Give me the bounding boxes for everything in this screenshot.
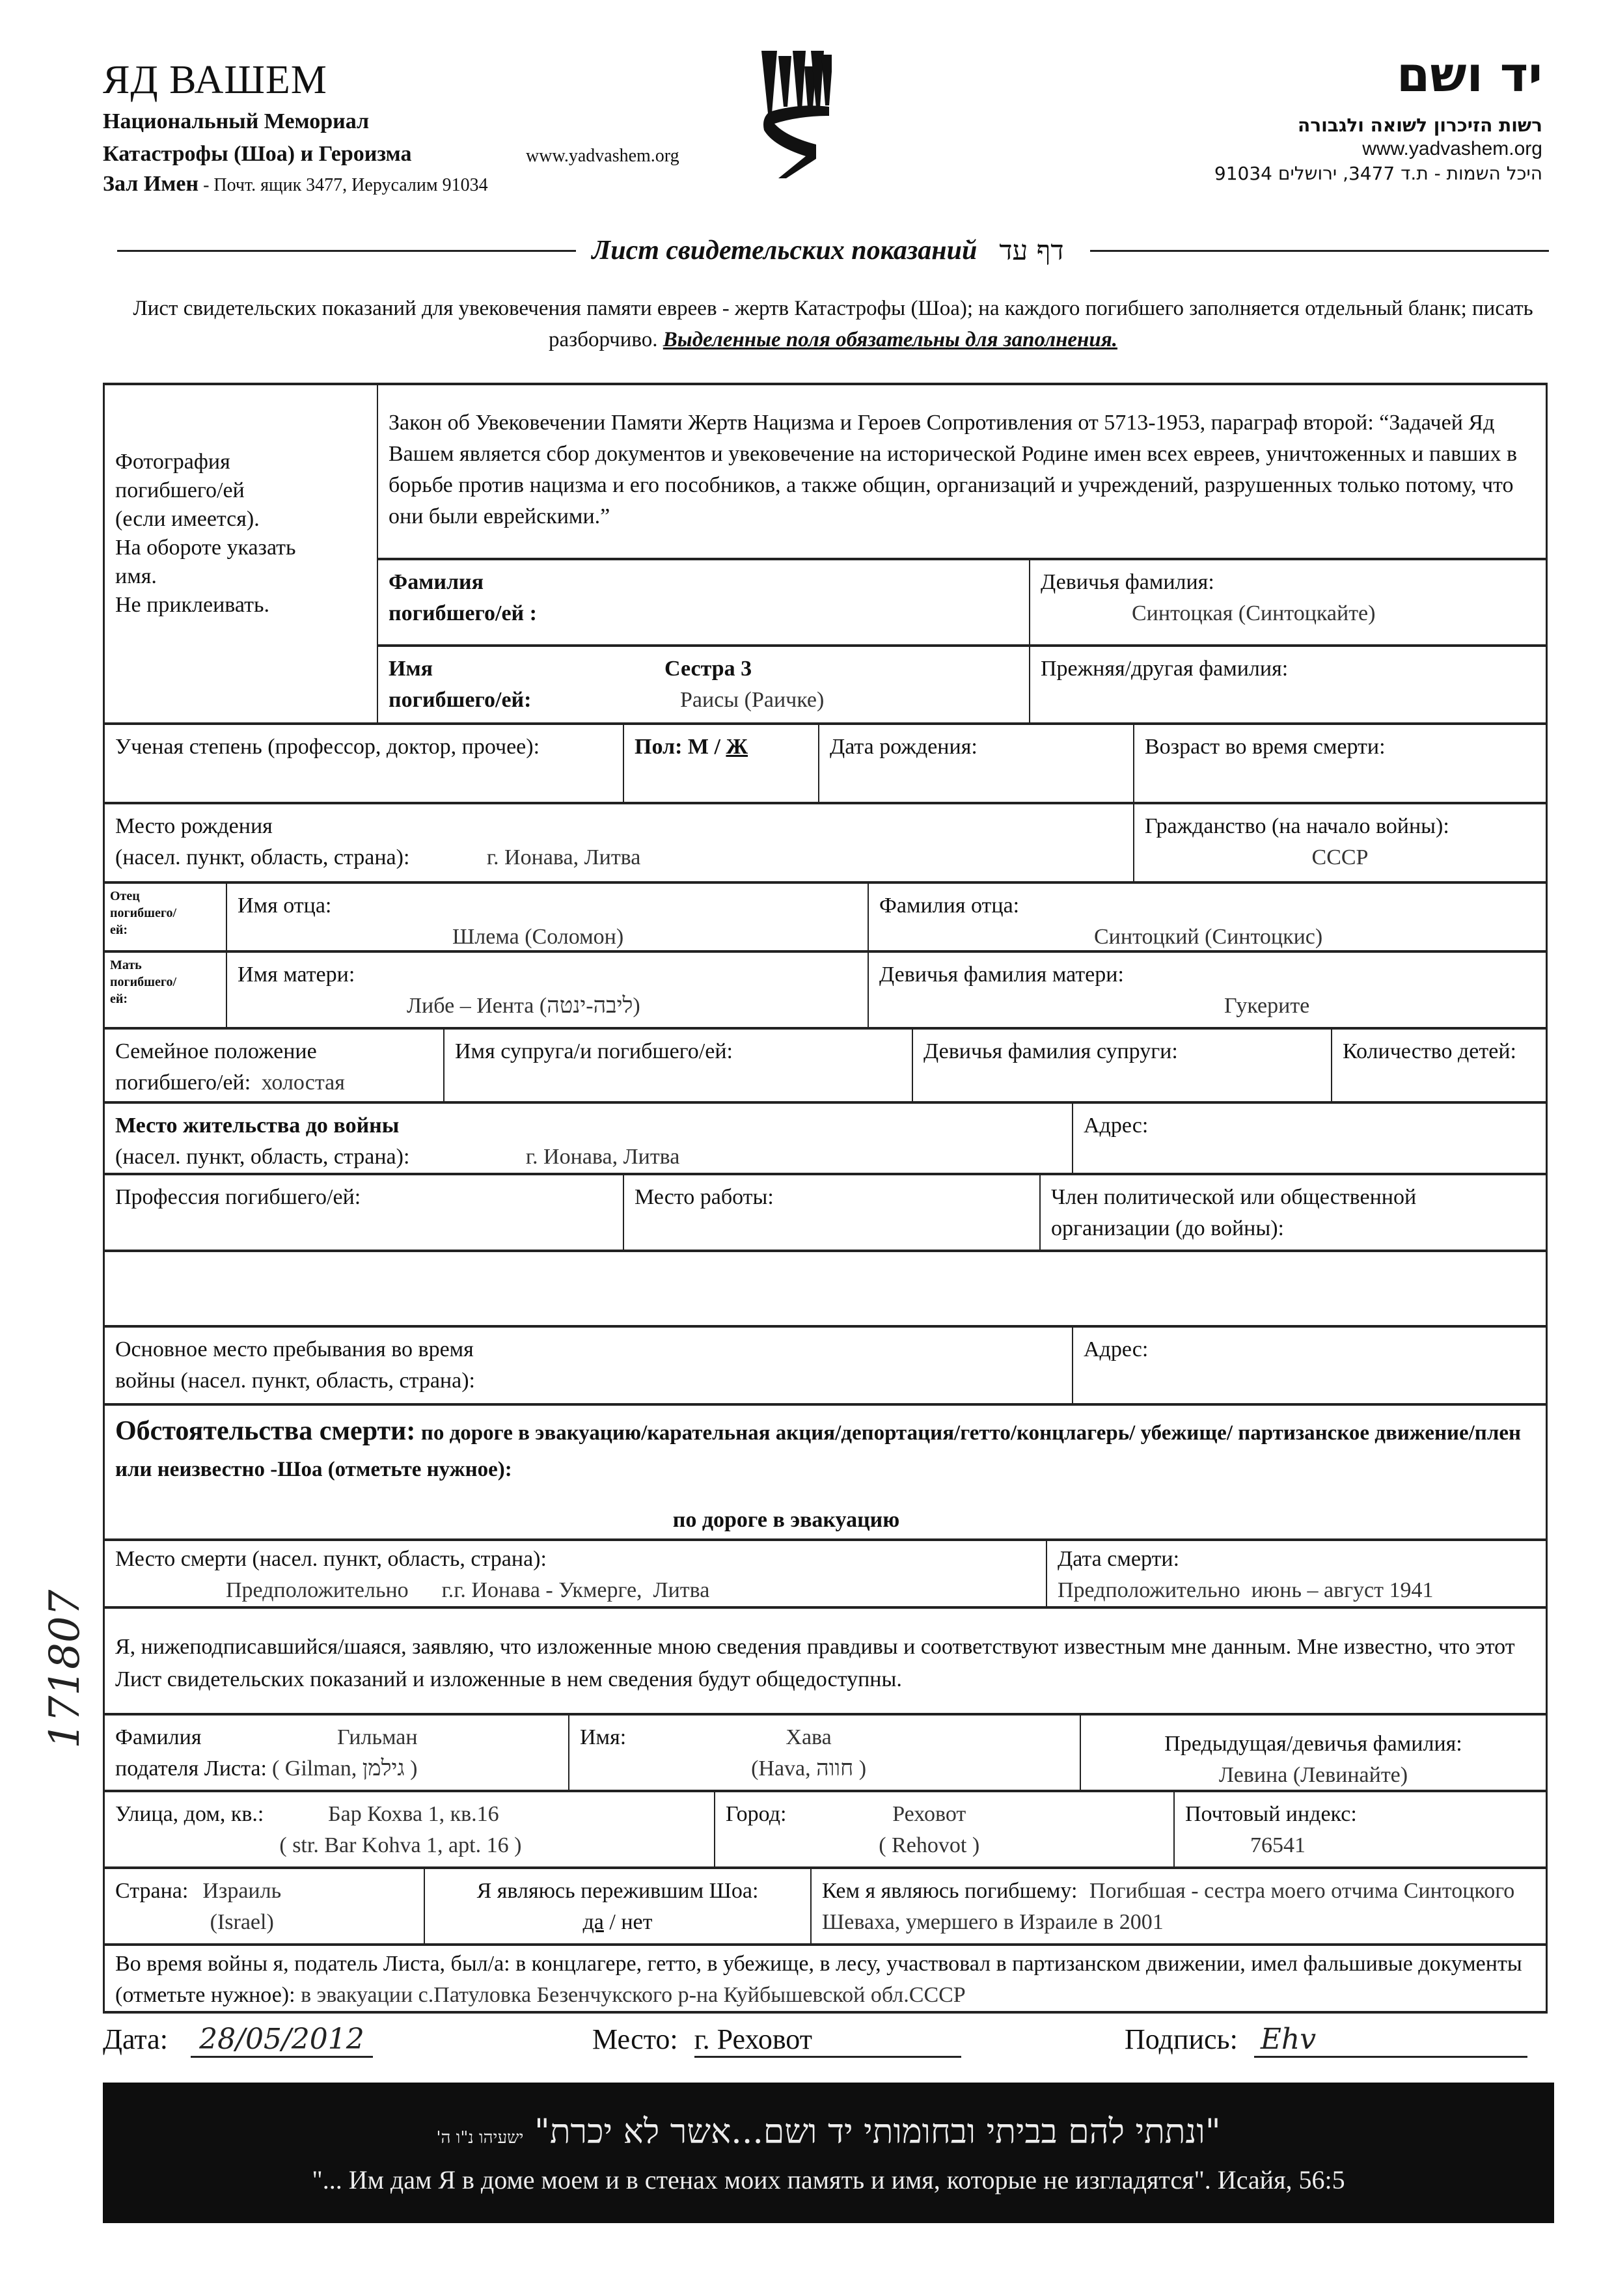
death-place-value: Предположительно г.г. Ионава - Укмерге, Литва: [226, 1578, 710, 1602]
date-field[interactable]: [103, 2023, 373, 2058]
submitter-name-value: Хава: [786, 1725, 832, 1749]
wartime-place-field[interactable]: [105, 1328, 1072, 1403]
hall-of-names-label: Зал Имен: [103, 172, 199, 196]
mother-name-value: Либе – Иента (ליבה-ינטה): [407, 994, 640, 1018]
mother-row: [103, 950, 1548, 1027]
submitter-name-value-2: (Hava, חווה ): [751, 1756, 867, 1781]
workplace-label: Место работы:: [635, 1185, 774, 1209]
photo-text-line: имя.: [115, 564, 157, 588]
work-row: [103, 1173, 1548, 1250]
victim-name-value-1: Сестра 3: [664, 657, 752, 681]
submitter-surname-value: Гильман: [336, 1725, 418, 1749]
submitter-previous-name-label: Предыдущая/девичья фамилия:: [1164, 1732, 1462, 1756]
testimony-form: [103, 383, 1548, 2014]
death-circumstances-options: по дороге в эвакуацию/карательная акция/депортация/гетто/концлагерь/ убежище/ партизанское движение/плен или неизвестно -Шоа (отметьте нужное):: [115, 1421, 1521, 1481]
country-label: Страна:: [115, 1879, 189, 1903]
postal-code-field[interactable]: [1173, 1792, 1546, 1866]
blank-field[interactable]: [105, 1252, 1546, 1325]
relationship-field[interactable]: [810, 1869, 1546, 1943]
submitter-name-label: Имя:: [580, 1725, 627, 1749]
document-title-ru: Лист свидетельских показаний: [592, 236, 978, 266]
spouse-name-field[interactable]: [443, 1030, 912, 1101]
hebrew-quote-reference: ישעיהו נ"ו ה': [436, 2128, 524, 2148]
mother-section-label: [105, 953, 226, 1027]
mother-side-label: Мать: [110, 958, 142, 972]
photo-box[interactable]: [105, 385, 377, 722]
father-section-label: [105, 884, 226, 950]
father-row: [103, 881, 1548, 950]
street-value: Бар Кохва 1, кв.16: [328, 1802, 499, 1826]
victim-details-row: [103, 722, 1548, 802]
given-name-row: [378, 644, 1546, 722]
wartime-row: [103, 1325, 1548, 1403]
city-value-2: ( Rehovot ): [879, 1833, 980, 1857]
wartime-address-label: Адрес:: [1084, 1337, 1149, 1361]
victim-name-label-2: погибшего/ей:: [389, 688, 532, 712]
survivor-separator: /: [603, 1910, 622, 1934]
submitter-wartime-row: [103, 1943, 1548, 2014]
birthplace-value: г. Ионава, Литва: [486, 845, 641, 869]
hebrew-quote: [103, 2112, 1554, 2152]
citizenship-label: Гражданство (на начало войны):: [1145, 814, 1449, 838]
sex-option-male[interactable]: М: [687, 735, 709, 759]
photo-text-line: погибшего/ей: [115, 478, 245, 502]
spouse-maiden-name-field[interactable]: [912, 1030, 1331, 1101]
intro-text: Лист свидетельских показаний для увековечения памяти евреев - жертв Катастрофы (Шоа); на каждого погибшего заполняется отдельный бланк; писать разборчиво.: [133, 297, 1533, 351]
postal-code-label: Почтовый индекс:: [1185, 1802, 1357, 1826]
death-place-row: [103, 1538, 1548, 1606]
residence-row: [103, 1101, 1548, 1173]
victim-surname-field[interactable]: [378, 560, 1029, 644]
required-fields-note: Выделенные поля обязательны для заполнения.: [663, 328, 1117, 351]
maiden-name-value: Синтоцкая (Синтоцкайте): [1132, 601, 1376, 625]
submitter-surname-value-2: ( Gilman, גילמן ): [271, 1756, 418, 1781]
citizenship-value: СССР: [1311, 845, 1369, 869]
org-address-he: היכל השמות - ת.ד 3477, ירושלים 91034: [1214, 163, 1542, 184]
hebrew-quote-text: "ונתתי להם בביתי ובחומותי יד ושם...אשר לא יכרת": [534, 2112, 1221, 2152]
org-title-ru: ЯД ВАШЕМ: [103, 58, 327, 102]
birthplace-label: Место рождения: [115, 814, 273, 838]
prewar-residence-label: Место жительства до войны: [115, 1114, 400, 1138]
previous-surname-label: Прежняя/другая фамилия:: [1041, 657, 1289, 681]
sex-option-female-selected[interactable]: Ж: [726, 735, 748, 759]
prewar-address-label: Адрес:: [1084, 1114, 1149, 1138]
death-date-field[interactable]: [1046, 1541, 1546, 1606]
family-row: [103, 1027, 1548, 1101]
marital-status-label: Семейное положение: [115, 1039, 317, 1063]
document-title-he: דף עד: [999, 234, 1064, 266]
street-field[interactable]: [105, 1792, 714, 1866]
isaiah-quote-banner: [103, 2083, 1554, 2223]
father-surname-field[interactable]: [868, 884, 1546, 950]
mother-side-label: погибшего/: [110, 975, 177, 989]
submitter-wartime-value: в эвакуации с.Патуловка Безенчукского р-на Куйбышевской обл.СССР: [301, 1983, 966, 2007]
menorah-hand-logo-icon: [760, 48, 832, 178]
maiden-name-label: Девичья фамилия:: [1041, 569, 1214, 594]
marital-status-field[interactable]: [105, 1030, 443, 1101]
academic-degree-field[interactable]: [105, 725, 623, 802]
death-date-value: Предположительно июнь – август 1941: [1058, 1578, 1434, 1602]
citizenship-field[interactable]: [1133, 804, 1546, 881]
photo-text-line: На обороте указать: [115, 536, 296, 560]
death-place-label: Место смерти (насел. пункт, область, страна):: [115, 1547, 547, 1571]
father-surname-label: Фамилия отца:: [879, 894, 1020, 918]
workplace-field[interactable]: [623, 1175, 1039, 1250]
prewar-residence-field[interactable]: [105, 1104, 1072, 1173]
reference-number-value: 171807: [41, 1589, 89, 1749]
mother-side-label: ей:: [110, 992, 128, 1006]
org-subtitle-ru-1: Национальный Мемориал: [103, 109, 370, 133]
sex-separator: /: [709, 735, 726, 759]
submitter-surname-label-2: подателя Листа:: [115, 1756, 267, 1781]
wartime-address-field[interactable]: [1072, 1328, 1546, 1403]
po-box-ru: - Почт. ящик 3477, Иерусалим 91034: [198, 175, 488, 195]
death-circumstances-value: по дороге в эвакуацию: [672, 1508, 900, 1532]
submitter-wartime-field[interactable]: [105, 1946, 1546, 2011]
declaration-row: [103, 1606, 1548, 1713]
org-title-he: יד ושם: [1396, 47, 1542, 103]
wartime-place-label: Основное место пребывания во время: [115, 1337, 474, 1361]
victim-previous-surname-field[interactable]: [1029, 647, 1546, 722]
photo-text-line: Не приклеивать.: [115, 593, 269, 617]
spouse-name-label: Имя супруга/и погибшего/ей:: [455, 1039, 733, 1063]
submitter-previous-name-field[interactable]: [1080, 1715, 1546, 1790]
survivor-option-no[interactable]: нет: [621, 1910, 653, 1934]
death-place-field[interactable]: [105, 1541, 1046, 1606]
profession-field[interactable]: [105, 1175, 623, 1250]
sex-selector[interactable]: [623, 725, 818, 802]
death-circumstances-label: Обстоятельства смерти:: [115, 1416, 416, 1446]
children-count-field[interactable]: [1331, 1030, 1546, 1101]
city-field[interactable]: [714, 1792, 1173, 1866]
document-title: [117, 231, 1549, 270]
law-and-names: [377, 385, 1546, 722]
place-value: г. Реховот: [694, 2023, 961, 2058]
survivor-selector[interactable]: [424, 1869, 810, 1943]
submitter-surname-field[interactable]: [105, 1715, 568, 1790]
signature-label: Подпись:: [1125, 2023, 1238, 2055]
relationship-label: Кем я являюсь погибшему:: [822, 1879, 1078, 1903]
children-count-label: Количество детей:: [1343, 1039, 1516, 1063]
signature-field[interactable]: [1125, 2023, 1527, 2058]
submitter-status-row: [103, 1866, 1548, 1943]
street-value-2: ( str. Bar Kohva 1, apt. 16 ): [279, 1833, 522, 1857]
father-surname-value: Синтоцкий (Синтоцкис): [1094, 925, 1323, 949]
intro-instructions: [117, 293, 1549, 355]
marital-status-label-2: погибшего/ей:: [115, 1071, 251, 1095]
blank-row: [103, 1250, 1548, 1325]
city-value: Реховот: [892, 1802, 966, 1826]
death-date-label: Дата смерти:: [1058, 1547, 1180, 1571]
relationship-value: Погибшая - сестра моего отчима Синтоцкого Шеваха, умершего в Израиле в 2001: [822, 1879, 1515, 1934]
org-url-he: www.yadvashem.org: [1362, 138, 1542, 159]
mother-name-field[interactable]: [226, 953, 868, 1027]
prewar-address-field[interactable]: [1072, 1104, 1546, 1173]
submitter-wartime-label: Во время войны я, податель Листа, был/а: в концлагере, гетто, в убежище, в лесу, участвовал в партизанском движении, имел фальшивые документы (отметьте нужное):: [115, 1952, 1522, 2007]
org-subtitle-ru-2: Катастрофы (Шоа) и Героизма: [103, 142, 412, 166]
place-label: Место:: [592, 2023, 678, 2055]
survivor-label: Я являюсь пережившим Шоа:: [476, 1879, 759, 1903]
victim-given-name-field[interactable]: [378, 647, 1029, 722]
date-of-birth-field[interactable]: [818, 725, 1133, 802]
death-circumstances-field[interactable]: [105, 1406, 1546, 1538]
place-field[interactable]: [592, 2023, 961, 2058]
marital-status-value: холостая: [261, 1071, 345, 1095]
death-circumstances-row: [103, 1403, 1548, 1538]
father-name-label: Имя отца:: [238, 894, 332, 918]
prewar-residence-label-2: (насел. пункт, область, страна):: [115, 1145, 410, 1169]
submitter-address-row: [103, 1790, 1548, 1866]
submitter-previous-name-value: Левина (Левинайте): [1218, 1763, 1408, 1787]
father-name-field[interactable]: [226, 884, 868, 950]
country-value: Израиль: [202, 1879, 282, 1903]
postal-code-value: 76541: [1250, 1833, 1306, 1857]
country-value-2: (Israel): [210, 1910, 274, 1934]
mother-name-label: Имя матери:: [238, 963, 355, 987]
mother-maiden-name-value: Гукерите: [1224, 994, 1310, 1018]
title-rule-left: [117, 250, 576, 252]
org-address-ru: [103, 172, 488, 197]
birthplace-row: [103, 802, 1548, 881]
sex-label: Пол:: [635, 735, 683, 759]
surname-row: [378, 558, 1546, 644]
country-field[interactable]: [105, 1869, 424, 1943]
law-quote: Закон об Увековечении Памяти Жертв Нацизма и Героев Сопротивления от 5713-1953, параграф второй: “Задачей Яд Вашем является сбор документов и увековечение на исторической Родине имен всех евреев, уничтоженных и павших в борьбе против нацизма и его пособников, а также общин, организаций и учреждений, разрушенных только потому, что они были еврейскими.”: [389, 411, 1518, 528]
age-at-death-label: Возраст во время смерти:: [1145, 735, 1386, 759]
prewar-residence-value: г. Ионава, Литва: [525, 1145, 680, 1169]
victim-surname-label: Фамилия: [389, 569, 484, 594]
org-subtitle-he: רשות הזיכרון לשואה ולגבורה: [1298, 115, 1542, 136]
academic-degree-label: Ученая степень (профессор, доктор, прочее):: [115, 735, 540, 759]
father-name-value: Шлема (Соломон): [452, 925, 624, 949]
organization-membership-label: Член политической или общественной организации (до войны):: [1051, 1185, 1417, 1240]
date-of-birth-label: Дата рождения:: [830, 735, 978, 759]
date-value: 28/05/2012: [191, 2023, 373, 2058]
victim-identity-block: [103, 383, 1548, 722]
survivor-option-yes-selected[interactable]: да: [582, 1910, 604, 1934]
submitter-given-name-field[interactable]: [568, 1715, 1080, 1790]
title-rule-right: [1090, 250, 1549, 252]
mother-maiden-name-label: Девичья фамилия матери:: [879, 963, 1124, 987]
declaration-text: Я, нижеподписавшийся/шаяся, заявляю, что изложенные мною сведения правдивы и соответствуют известным мне данным. Мне известно, что этот Лист свидетельских показаний и изложенные в нем сведения будут общедоступны.: [115, 1635, 1515, 1691]
handwritten-reference-number: [26, 1588, 104, 1749]
organization-membership-field[interactable]: [1039, 1175, 1546, 1250]
signature-value: Ehv: [1254, 2023, 1527, 2058]
victim-surname-label-2: погибшего/ей :: [389, 601, 537, 625]
victim-name-label: Имя: [389, 657, 433, 681]
org-url-ru: www.yadvashem.org: [526, 146, 679, 166]
age-at-death-field[interactable]: [1133, 725, 1546, 802]
russian-quote: "... Им дам Я в доме моем и в стенах моих память и имя, которые не изгладятся". Исайя, 56:5: [312, 2165, 1345, 2194]
signoff-row: [103, 2023, 1548, 2068]
date-label: Дата:: [103, 2023, 168, 2055]
spouse-maiden-name-label: Девичья фамилия супруги:: [923, 1039, 1178, 1063]
street-label: Улица, дом, кв.:: [115, 1802, 264, 1826]
submitter-surname-label: Фамилия: [115, 1725, 202, 1749]
father-side-label: Отец: [110, 889, 140, 903]
wartime-place-label-2: войны (насел. пункт, область, страна):: [115, 1369, 475, 1393]
photo-text-line: (если имеется).: [115, 507, 260, 531]
father-side-label: погибшего/: [110, 906, 177, 920]
victim-name-value-2: Раисы (Раичке): [680, 688, 825, 712]
birthplace-label-2: (насел. пункт, область, страна):: [115, 845, 410, 869]
father-side-label: ей:: [110, 923, 128, 937]
profession-label: Профессия погибшего/ей:: [115, 1185, 361, 1209]
submitter-name-row: [103, 1713, 1548, 1790]
photo-text-line: Фотография: [115, 450, 230, 474]
city-label: Город:: [726, 1802, 787, 1826]
birthplace-field[interactable]: [105, 804, 1133, 881]
victim-maiden-name-field[interactable]: [1029, 560, 1546, 644]
mother-maiden-name-field[interactable]: [868, 953, 1546, 1027]
